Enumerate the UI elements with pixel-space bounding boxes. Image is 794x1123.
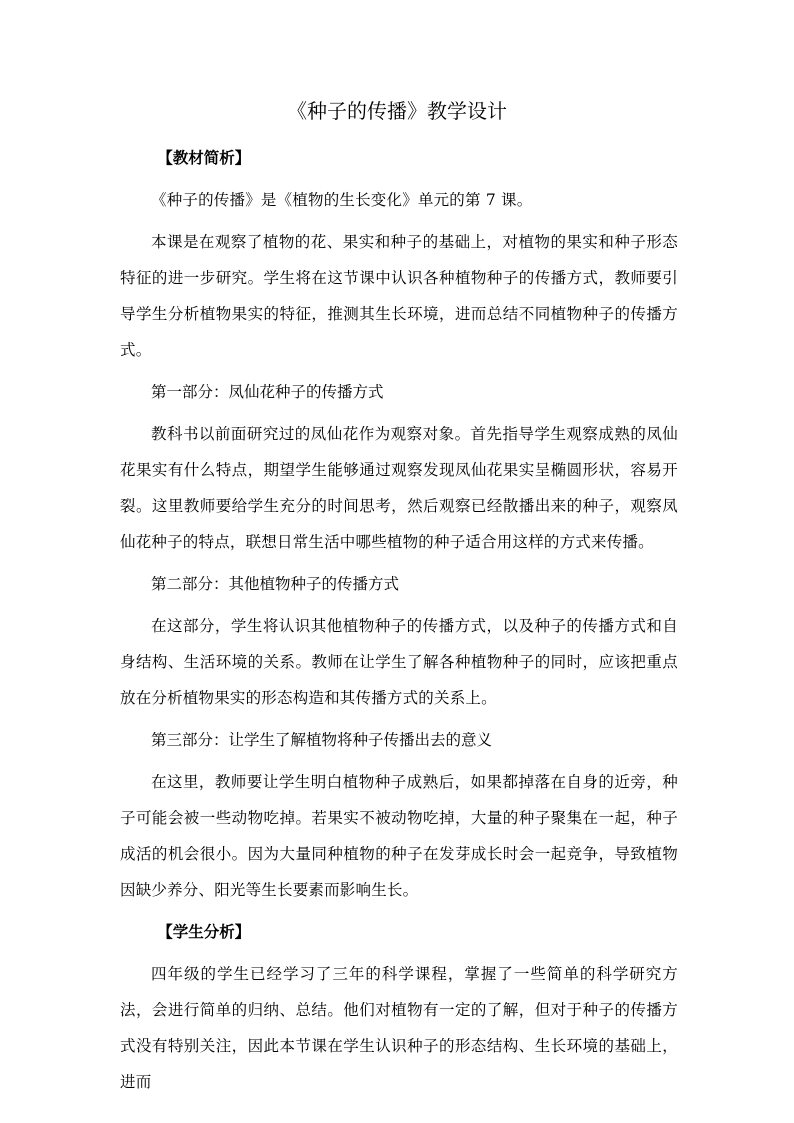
document-title: 《种子的传播》教学设计 [287, 99, 507, 123]
subheading-part-three: 第三部分：让学生了解植物将种子传播出去的意义 [151, 731, 493, 749]
subheading-part-two: 第二部分：其他植物种子的传播方式 [151, 575, 400, 593]
paragraph-part-one: 教科书以前面研究过的凤仙花作为观察对象。首先指导学生观察成熟的凤仙花果实有什么特点，期望学生能够通过观察发现凤仙花果实呈椭圆形状，容易开裂。这里教师要给学生充分的时间思考，然后观察已经散播出来的种子，观察凤仙花种子的特点，联想日常生活中哪些植物的种子适合用这样的方式来传播。 [120, 425, 678, 551]
paragraph-part-two: 在这部分，学生将认识其他植物种子的传播方式，以及种子的传播方式和自身结构、生活环境的关系。教师在让学生了解各种植物种子的同时，应该把重点放在分析植物果实的形态构造和其传播方式的关系上。 [120, 617, 678, 707]
section-heading-student-analysis: 【学生分析】 [157, 923, 251, 941]
document-body [120, 140, 678, 1100]
subheading-part-one: 第一部分：凤仙花种子的传播方式 [151, 383, 384, 401]
paragraph-lesson-intro: 《种子的传播》是《植物的生长变化》单元的第 7 课。 [151, 191, 533, 209]
paragraph-student-analysis: 四年级的学生已经学习了三年的科学课程，掌握了一些简单的科学研究方法，会进行简单的归纳、总结。他们对植物有一定的了解，但对于种子的传播方式没有特别关注，因此本节课在学生认识种子的形态结构、生长环境的基础上，进而 [120, 965, 678, 1091]
paragraph-part-three: 在这里，教师要让学生明白植物种子成熟后，如果都掉落在自身的近旁，种子可能会被一些动物吃掉。若果实不被动物吃掉，大量的种子聚集在一起，种子成活的机会很小。因为大量同种植物的种子在发芽成长时会一起竞争，导致植物因缺少养分、阳光等生长要素而影响生长。 [120, 773, 678, 899]
paragraph-lesson-overview: 本课是在观察了植物的花、果实和种子的基础上，对植物的果实和种子形态特征的进一步研究。学生将在这节课中认识各种植物种子的传播方式，教师要引导学生分析植物果实的特征，推测其生长环境，进而总结不同植物种子的传播方式。 [120, 233, 678, 359]
section-heading-textbook-analysis: 【教材简析】 [157, 149, 251, 167]
